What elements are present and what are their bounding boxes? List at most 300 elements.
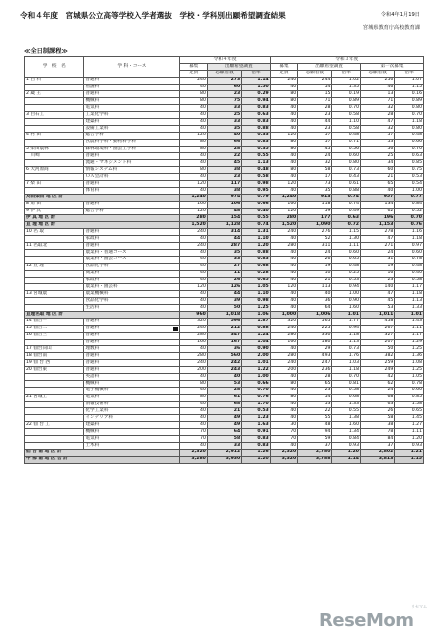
table-cell: 493 <box>298 353 332 360</box>
table-row <box>25 249 424 256</box>
table-row <box>25 105 424 112</box>
table-cell: 117 <box>207 181 241 188</box>
results-body <box>25 77 424 463</box>
table-cell: 0.93 <box>332 442 361 449</box>
table-cell: 0.54 <box>395 181 424 188</box>
table-cell: 3,320 <box>270 456 297 463</box>
table-cell: 1.11 <box>395 429 424 436</box>
table-cell: 0.93 <box>395 442 424 449</box>
table-cell: 1.18 <box>395 236 424 243</box>
table-row <box>25 125 424 132</box>
col-r3app2: 志願者数 <box>361 70 395 77</box>
table-cell: 0.55 <box>332 408 361 415</box>
table-cell <box>25 415 84 422</box>
table-cell: 1.15 <box>395 84 424 91</box>
col-r3survey: 出願希望調査 <box>298 63 361 70</box>
table-cell: 農業科・普通コース <box>84 249 180 256</box>
table-cell: 12 亘 理 <box>25 263 84 270</box>
table-cell: 食農科学科・動物科学科 <box>84 139 180 146</box>
table-cell: 40 <box>270 408 297 415</box>
table-cell: 382 <box>361 353 395 360</box>
table-cell: 普通科 <box>84 91 180 98</box>
table-cell: 240 <box>180 325 207 332</box>
table-cell: 120 <box>270 284 297 291</box>
table-cell: 15 仙台二 <box>25 325 84 332</box>
table-cell: 278 <box>361 229 395 236</box>
table-cell: 1.13 <box>242 160 271 167</box>
table-cell <box>25 105 84 112</box>
table-cell: 80 <box>270 98 297 105</box>
table-cell: 23 <box>207 91 241 98</box>
table-cell: 40 <box>180 160 207 167</box>
table-cell: 1.01 <box>395 311 424 318</box>
table-row <box>25 229 424 236</box>
table-cell: 57 <box>361 132 395 139</box>
table-cell: 26 <box>298 256 332 263</box>
table-cell: 普通科 <box>84 332 180 339</box>
table-cell: 普通科 <box>84 77 180 84</box>
table-cell: 1.33 <box>395 305 424 312</box>
table-cell: 1.31 <box>242 229 271 236</box>
table-cell: 40 <box>298 291 332 298</box>
table-cell: 1.20 <box>242 243 271 250</box>
table-cell: 1.00 <box>332 291 361 298</box>
table-cell: 240 <box>180 229 207 236</box>
table-cell: 20 仙台東 <box>25 367 84 374</box>
table-cell: 160 <box>270 339 297 346</box>
table-cell: 196 <box>361 215 395 222</box>
table-cell: 0.83 <box>242 105 271 112</box>
table-cell: 0.80 <box>395 125 424 132</box>
table-cell: 農業機械科 <box>84 291 180 298</box>
table-cell: 1.18 <box>332 332 361 339</box>
table-cell: 10 名 取 <box>25 229 84 236</box>
table-cell: 1.02 <box>332 77 361 84</box>
table-cell: 建築科 <box>84 119 180 126</box>
table-cell: 44 <box>298 119 332 126</box>
table-cell: 35 <box>207 125 241 132</box>
table-cell <box>25 84 84 91</box>
table-cell: 0.48 <box>395 132 424 139</box>
logo-text: ReseMom <box>319 610 414 631</box>
table-cell: 0.48 <box>395 263 424 270</box>
table-row <box>25 91 424 98</box>
table-row <box>25 415 424 422</box>
table-cell: 68 <box>361 394 395 401</box>
table-cell: 21 <box>298 277 332 284</box>
table-cell: 40 <box>180 373 207 380</box>
table-cell: 1,018 <box>207 311 241 318</box>
table-cell: 亘理名取 地 区 計 <box>25 311 180 318</box>
table-cell: 28 <box>298 373 332 380</box>
table-cell: 48 <box>298 422 332 429</box>
table-cell: 3,788 <box>298 456 332 463</box>
table-cell: 0.71 <box>332 139 361 146</box>
table-cell <box>25 256 84 263</box>
table-cell: 総合学科 <box>84 208 180 215</box>
table-cell: 273 <box>207 77 241 84</box>
table-row <box>25 408 424 415</box>
table-cell: 1.05 <box>242 284 271 291</box>
table-cell: 家政科 <box>84 277 180 284</box>
table-cell: 23 <box>298 112 332 119</box>
table-cell: 1.14 <box>242 77 271 84</box>
table-cell: 40 <box>270 270 297 277</box>
table-cell: 200 <box>180 367 207 374</box>
table-cell: 普通科 <box>84 229 180 236</box>
table-cell: 40 <box>180 249 207 256</box>
col-r3cap: 募集 <box>270 63 297 70</box>
table-cell: 160 <box>180 339 207 346</box>
table-cell: 1.17 <box>395 332 424 339</box>
table-row <box>25 435 424 442</box>
table-cell: 54 <box>298 84 332 91</box>
table-cell <box>25 174 84 181</box>
table-cell <box>25 373 84 380</box>
table-cell: 40 <box>270 249 297 256</box>
table-cell: 80 <box>270 167 297 174</box>
table-cell: 普通科 <box>84 339 180 346</box>
table-cell: 1,000 <box>270 311 297 318</box>
table-cell: 1,240 <box>180 194 207 201</box>
table-cell: 36 <box>298 298 332 305</box>
table-cell: 英語科 <box>84 373 180 380</box>
table-cell: 食品化学科 <box>84 263 180 270</box>
col-cap: 募集 <box>180 63 207 70</box>
table-cell: 140 <box>361 284 395 291</box>
table-row <box>25 325 424 332</box>
table-cell: 1.60 <box>332 305 361 312</box>
table-cell: 0.77 <box>395 194 424 201</box>
table-cell: 167 <box>207 339 241 346</box>
table-cell: 商業科 <box>84 270 180 277</box>
table-cell: 1.30 <box>332 236 361 243</box>
table-cell: 40 <box>180 84 207 91</box>
table-cell: 242 <box>207 360 241 367</box>
table-cell: 28 <box>207 146 241 153</box>
table-cell: 0.74 <box>332 194 361 201</box>
table-cell: 311 <box>298 243 332 250</box>
table-cell: 0.58 <box>332 125 361 132</box>
table-row <box>25 429 424 436</box>
table-cell: 1.13 <box>395 298 424 305</box>
table-cell: 40 <box>207 373 241 380</box>
table-cell: 1.16 <box>395 229 424 236</box>
table-cell: 177 <box>298 215 332 222</box>
table-row <box>25 243 424 250</box>
col-survey: 出願希望調査 <box>207 63 270 70</box>
table-cell: 総合学科 <box>84 132 180 139</box>
table-cell: 40 <box>180 387 207 394</box>
table-cell: 244 <box>298 77 332 84</box>
table-row <box>25 153 424 160</box>
table-cell <box>25 387 84 394</box>
table-cell: 0.61 <box>332 181 361 188</box>
table-cell: 0.88 <box>242 125 271 132</box>
table-cell: 80 <box>180 394 207 401</box>
table-row <box>25 256 424 263</box>
table-row <box>25 146 424 153</box>
table-cell: 1.27 <box>395 422 424 429</box>
table-cell: 596 <box>207 318 241 325</box>
table-cell: 0.83 <box>242 435 271 442</box>
table-cell: 40 <box>270 119 297 126</box>
table-row <box>25 449 424 456</box>
logo-kana: リセマム <box>411 604 427 609</box>
table-cell: 33 <box>207 442 241 449</box>
table-cell: 2 蔵 王 <box>25 91 84 98</box>
table-cell: 生活科 <box>84 305 180 312</box>
table-cell: 0.89 <box>395 98 424 105</box>
table-cell: 35 <box>207 249 241 256</box>
table-cell: 理数科 <box>84 346 180 353</box>
table-cell: 2,802 <box>361 449 395 456</box>
table-cell: 0.80 <box>395 105 424 112</box>
col-r4: 令和４年度 <box>180 57 270 64</box>
table-cell: 1.58 <box>395 401 424 408</box>
table-cell: 9 伊 具 <box>25 208 84 215</box>
table-row <box>25 442 424 449</box>
table-cell: 40 <box>270 401 297 408</box>
table-cell: 44 <box>207 236 241 243</box>
table-cell: 70 <box>270 435 297 442</box>
table-cell: 1.77 <box>332 318 361 325</box>
table-cell: 40 <box>180 119 207 126</box>
table-cell: 75 <box>207 98 241 105</box>
table-cell: 1.11 <box>395 325 424 332</box>
table-cell: 0.81 <box>332 380 361 387</box>
table-cell: 46 <box>361 84 395 91</box>
table-cell: 7 柴 田 <box>25 181 84 188</box>
table-row <box>25 236 424 243</box>
table-cell: 0.55 <box>242 215 271 222</box>
table-cell: 58 <box>361 415 395 422</box>
table-cell: 0.80 <box>332 160 361 167</box>
table-cell: 40 <box>180 305 207 312</box>
table-cell: 35 <box>298 187 332 194</box>
table-cell: 0.83 <box>242 256 271 263</box>
table-cell: 32 <box>361 105 395 112</box>
table-cell: 44 <box>207 291 241 298</box>
table-cell: 45 <box>207 160 241 167</box>
table-cell: 24 <box>361 249 395 256</box>
table-cell: 200 <box>270 367 297 374</box>
table-cell: 249 <box>361 367 395 374</box>
table-cell: 1.10 <box>242 291 271 298</box>
section-title: ≪全日制課程≫ <box>24 48 68 55</box>
results-table <box>24 56 424 464</box>
table-cell: 40 <box>180 270 207 277</box>
table-cell: 0.48 <box>242 167 271 174</box>
table-cell: 53 <box>207 380 241 387</box>
table-cell: 45 <box>298 146 332 153</box>
col-r3ratio2: 倍率 <box>395 70 424 77</box>
table-cell: 40 <box>180 125 207 132</box>
table-cell: 1,153 <box>361 222 395 229</box>
table-cell: 工業化学科 <box>84 112 180 119</box>
table-row <box>25 346 424 353</box>
table-cell: 17 仙台向山 <box>25 346 84 353</box>
table-cell: 28 <box>207 387 241 394</box>
table-cell: 19 <box>298 263 332 270</box>
table-cell: 0.55 <box>242 153 271 160</box>
table-cell: 農業科・園芸科 <box>84 284 180 291</box>
table-cell: 120 <box>180 132 207 139</box>
table-cell: 40 <box>270 305 297 312</box>
table-cell: 50 <box>207 305 241 312</box>
table-cell: 57 <box>298 139 332 146</box>
table-cell: 40 <box>270 373 297 380</box>
table-cell <box>25 236 84 243</box>
table-cell: 1.15 <box>332 229 361 236</box>
table-cell: 65 <box>298 380 332 387</box>
table-cell: 1,011 <box>361 311 395 318</box>
table-cell: 情報システム科 <box>84 167 180 174</box>
table-cell: 40 <box>270 125 297 132</box>
table-cell: 0.28 <box>242 270 271 277</box>
table-cell: 1.05 <box>395 373 424 380</box>
table-cell: 565 <box>298 318 332 325</box>
table-cell: 280 <box>180 332 207 339</box>
table-cell: 49 <box>207 422 241 429</box>
table-cell: 120 <box>180 208 207 215</box>
table-cell <box>25 408 84 415</box>
table-cell: 1.26 <box>242 449 271 456</box>
table-cell: 40 <box>180 401 207 408</box>
table-cell: 53 <box>298 401 332 408</box>
table-cell: 電気科 <box>84 394 180 401</box>
table-cell: 38 <box>207 167 241 174</box>
col-applicants: 志願者数 <box>207 70 241 77</box>
table-cell: 1.24 <box>242 332 271 339</box>
table-cell: 40 <box>270 236 297 243</box>
table-cell: 40 <box>180 236 207 243</box>
table-cell: 160 <box>270 201 297 208</box>
table-cell: 59 <box>298 208 332 215</box>
publish-date: 令和4年1月19日 <box>380 12 420 18</box>
table-cell: 0.97 <box>395 243 424 250</box>
table-cell: 8 角 田 <box>25 201 84 208</box>
table-cell: 0.68 <box>332 394 361 401</box>
table-cell: 40 <box>180 277 207 284</box>
table-cell: 0.40 <box>395 270 424 277</box>
table-cell: 240 <box>270 77 297 84</box>
table-cell: 280 <box>180 353 207 360</box>
table-cell: 0.73 <box>332 167 361 174</box>
table-cell: 40 <box>270 112 297 119</box>
table-cell: 2,912 <box>207 449 241 456</box>
table-cell: 1.36 <box>395 353 424 360</box>
table-cell: 1,520 <box>270 222 297 229</box>
table-cell: 0.66 <box>242 380 271 387</box>
table-cell: 0.40 <box>242 208 271 215</box>
table-cell: 11 名取北 <box>25 243 84 250</box>
table-cell: 1.33 <box>332 401 361 408</box>
table-cell: 森林環境科・園芸工学科 <box>84 146 180 153</box>
table-cell: 1.18 <box>395 119 424 126</box>
table-cell: 家政科 <box>84 236 180 243</box>
table-cell: 0.70 <box>332 373 361 380</box>
table-cell: 0.60 <box>332 153 361 160</box>
table-cell: 1,240 <box>270 194 297 201</box>
table-cell: 207 <box>361 339 395 346</box>
table-cell: 212 <box>207 325 241 332</box>
page-header <box>20 8 420 36</box>
table-cell: 256 <box>361 77 395 84</box>
table-cell: 40 <box>207 132 241 139</box>
table-cell: 240 <box>180 243 207 250</box>
table-cell: 23 <box>298 387 332 394</box>
table-cell: 40 <box>270 174 297 181</box>
table-cell: 2,320 <box>180 449 207 456</box>
table-cell: 0.74 <box>332 201 361 208</box>
table-cell: 2,320 <box>270 449 297 456</box>
table-cell: 40 <box>270 415 297 422</box>
table-cell: 1.00 <box>395 187 424 194</box>
table-cell: 960 <box>180 311 207 318</box>
table-cell: 54 <box>298 394 332 401</box>
table-cell: 0.43 <box>332 174 361 181</box>
table-row <box>25 284 424 291</box>
table-cell: 113 <box>298 284 332 291</box>
table-cell: 電気科 <box>84 435 180 442</box>
table-cell: 1.20 <box>332 449 361 456</box>
table-cell <box>25 139 84 146</box>
table-cell: 106 <box>207 201 241 208</box>
table-cell: 40 <box>180 408 207 415</box>
table-cell: 2.00 <box>242 353 271 360</box>
table-cell: 40 <box>180 415 207 422</box>
table-cell: 1.06 <box>242 311 271 318</box>
table-cell: 32 <box>361 125 395 132</box>
table-cell: 亘 理 地 区 計 <box>25 222 180 229</box>
table-cell: 40 <box>270 298 297 305</box>
table-cell: ＯＡ会計科 <box>84 174 180 181</box>
table-cell: 0.58 <box>332 112 361 119</box>
table-cell: 80 <box>270 91 297 98</box>
table-cell: 0.88 <box>242 325 271 332</box>
table-cell: 57 <box>298 132 332 139</box>
table-cell: 240 <box>270 325 297 332</box>
table-cell: 33 <box>207 105 241 112</box>
table-row <box>25 373 424 380</box>
table-row <box>25 263 424 270</box>
table-cell: 電子機械科 <box>84 387 180 394</box>
table-cell: 化学工業科 <box>84 408 180 415</box>
table-cell: 普通科 <box>84 353 180 360</box>
table-cell: 1.43 <box>395 318 424 325</box>
table-cell: 154 <box>207 215 241 222</box>
table-cell: 330 <box>298 332 332 339</box>
table-cell: 0.63 <box>395 153 424 160</box>
table-cell: 560 <box>207 353 241 360</box>
table-cell: 913 <box>298 194 332 201</box>
table-cell: 0.70 <box>242 387 271 394</box>
table-row <box>25 77 424 84</box>
table-cell: 24 <box>361 387 395 394</box>
table-cell: 34 <box>361 160 395 167</box>
table-cell: 40 <box>180 174 207 181</box>
table-cell: 3,813 <box>361 456 395 463</box>
table-row <box>25 187 424 194</box>
table-cell: 0.56 <box>332 146 361 153</box>
table-cell: 19 <box>361 263 395 270</box>
table-cell: 25 <box>207 112 241 119</box>
table-cell: 0.83 <box>242 442 271 449</box>
table-cell: 0.88 <box>332 187 361 194</box>
table-cell <box>25 339 84 346</box>
table-cell <box>25 442 84 449</box>
